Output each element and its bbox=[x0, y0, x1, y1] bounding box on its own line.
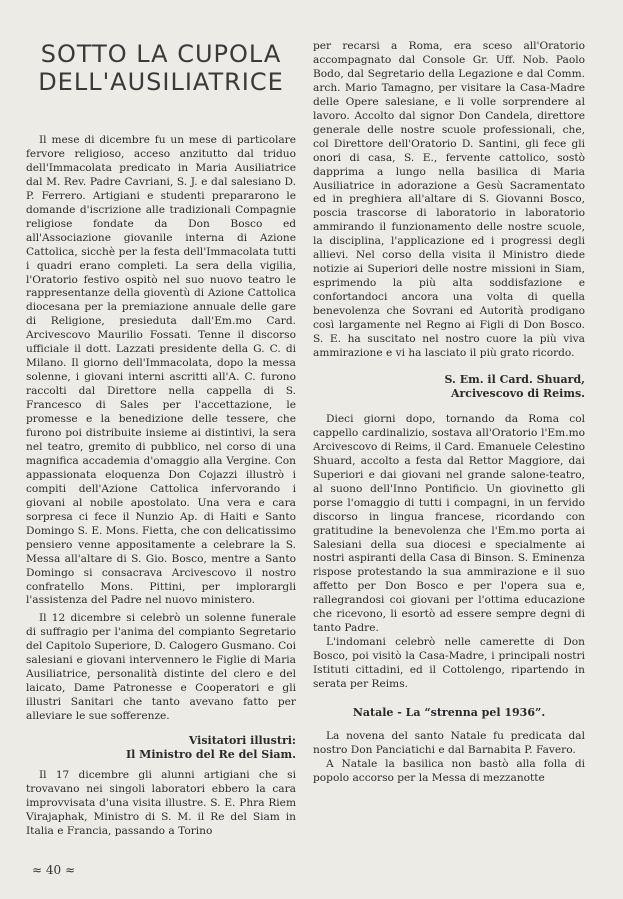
paragraph-siam-minister: Il 17 dicembre gli alunni artigiani che si trovavano nei singoli laboratori ebbero la cara improvvisata d'una visita illustre. S. E. Phra Riem Virajaphak, Ministro di S. M. il Re del Siam in Italia e Francia, passando a Torino bbox=[26, 769, 296, 837]
paragraph-novena: La novena del santo Natale fu predicata dal nostro Don Panciatichi e dal Barnabita P. Favero. bbox=[313, 729, 585, 756]
heading-christmas: Natale - La “strenna pel 1936”. bbox=[352, 705, 546, 719]
paragraph-christmas-mass: A Natale la basilica non bastò alla folla di popolo accorso per la Messa di mezzanotte bbox=[313, 757, 585, 784]
paragraph-siam-continued: per recarsi a Roma, era sceso all'Oratorio accompagnato dal Console Gr. Uff. Nob. Paolo Bodo, dal Segretario della Legazione e dal Comm. arch. Mario Tamagno, per visitare la Casa-Madre delle Opere salesiane, e li volle sorprendere al lavoro. Accolto dal signor Don Candela, direttore generale delle nostre scuole professionali, che, col Direttore dell'Oratorio D. Santini, gli fece gli onori di casa, S. E., fervente cattolico, sostò dapprima a lungo nella basilica di Maria Ausiliatrice in adorazione a Gesù Sacramentato ed in preghiera all'altare di S. Giovanni Bosco, poscia trascorse di laboratorio in laboratorio ammirando il funzionamento delle nostre scuole, la disciplina, l'applicazione ed i progressi degli allievi. Nel corso della visita il Ministro diede notizie ai Superiori delle nostre missioni in Siam, esprimendo la più alta soddisfazione e confortandoci ancora una volta di quella benevolenza che Sovrani ed Autorità prodigano così largamente nel Regno ai Figli di Don Bosco. S. E. ha suscitato nel nostro cuore la più viva ammirazione e vi ha lasciato il più grato ricordo. bbox=[313, 40, 585, 359]
paragraph-december: Il mese di dicembre fu un mese di particolare fervore religioso, acceso anzitutto dal triduo dell'Immacolata predicato in Maria Ausiliatrice dal M. Rev. Padre Cavriani, S. J. e dal salesiano D. P. Ferrero. Artigiani e studenti prepararono le domande d'iscrizione alle tradizionali Compagnie religiose fondate da Don Bosco ed all'Associazione giovanile interna di Azione Cattolica, sicchè per la festa dell'Immacolata tutti i quadri erano completi. La sera della vigilia, l'Oratorio festivo ospitò nel suo nuovo teatro le rappresentanze della gioventù di Azione Cattolica diocesana per la premiazione annuale delle gare di Religione, presieduta dall'Em.mo Card. Arcivescovo Maurilio Fossati. Tenne il discorso ufficiale il dott. Lazzati presidente della G. C. di Milano. Il giorno dell'Immacolata, dopo la messa solenne, i giovani interni ascritti all'A. C. furono raccolti dal Direttore nella cappella di S. Francesco di Sales per l'accettazione, le promesse e la benedizione delle tessere, che furono poi distribuite insieme ai distintivi, la sera nel teatro, gremito di pubblico, nel corso di una magnifica accademia d'omaggio alla Vergine. Con appassionata eloquenza Don Cojazzi illustrò i compiti dell'Azione Cattolica infervorando i giovani al nobile apostolato. Una vera e cara sorpresa ci fece il Nunzio Ap. di Haiti e Santo Domingo S. E. Mons. Fietta, che con delicatissimo pensiero venne appositamente a celebrare la S. Messa all'altare di S. Gio. Bosco, mentre a Santo Domingo si consacrava Arcivescovo il nostro confratello Mons. Pittini, per implorargli l'assistenza del Padre nel nuovo ministero. bbox=[26, 134, 296, 607]
title-line-2: DELL'AUSILIATRICE bbox=[38, 68, 284, 96]
page-number: ≈ 40 ≈ bbox=[32, 863, 76, 877]
section-heading-visitors bbox=[26, 734, 296, 762]
left-column bbox=[26, 40, 296, 839]
heading-cardinal-line-1: S. Em. il Card. Shuard, bbox=[444, 372, 585, 386]
section-heading-cardinal bbox=[313, 373, 585, 401]
title-line-1: SOTTO LA CUPOLA bbox=[40, 40, 282, 68]
left-column-body bbox=[26, 134, 296, 839]
paragraph-next-day: L'indomani celebrò nelle camerette di Don Bosco, poi visitò la Casa-Madre, i principali nostri Istituti cittadini, ed il Cottolengo, ripartendo in serata per Reims. bbox=[313, 636, 585, 691]
heading-cardinal-line-2: Arcivescovo di Reims. bbox=[450, 386, 585, 400]
section-heading-christmas bbox=[313, 706, 585, 720]
paragraph-cardinal-visit: Dieci giorni dopo, tornando da Roma col cappello cardinalizio, sostava all'Oratorio l'Em.mo Arcivescovo di Reims, il Card. Emanuele Celestino Shuard, accolto a festa dal Rettor Maggiore, dai Superiori e dai giovani nel grande salone-teatro, al suono dell'Inno Pontificio. Un giovinetto gli porse l'omaggio di tutti i compagni, in un fervido discorso in lingua francese, ricordando con gratitudine la benevolenza che l'Em.mo porta ai Salesiani della sua diocesi e specialmente ai nostri aspiranti della Casa di Binson. S. Eminenza rispose protestando la sua ammirazione e il suo affetto per Don Bosco e per l'opera sua e, rallegrandosi coi giovani per l'ottima educazione che ricevono, li esortò ad essere sempre degni di tanto Padre. bbox=[313, 412, 585, 635]
page-title bbox=[26, 40, 296, 96]
heading-visitors-line-2: Il Ministro del Re del Siam. bbox=[125, 748, 296, 762]
heading-visitors-line-1: Visitatori illustri: bbox=[188, 734, 296, 748]
paragraph-funeral: Il 12 dicembre si celebrò un solenne funerale di suffragio per l'anima del compianto Segretario del Capitolo Superiore, D. Calogero Gusmano. Coi salesiani e giovani intervennero le Figlie di Maria Ausiliatrice, personalità distinte del clero e del laicato, Dame Patronesse e Cooperatori e gli illustri Sanitari che tanto avevano fatto per alleviare le sue sofferenze. bbox=[26, 612, 296, 723]
right-column bbox=[313, 40, 585, 786]
